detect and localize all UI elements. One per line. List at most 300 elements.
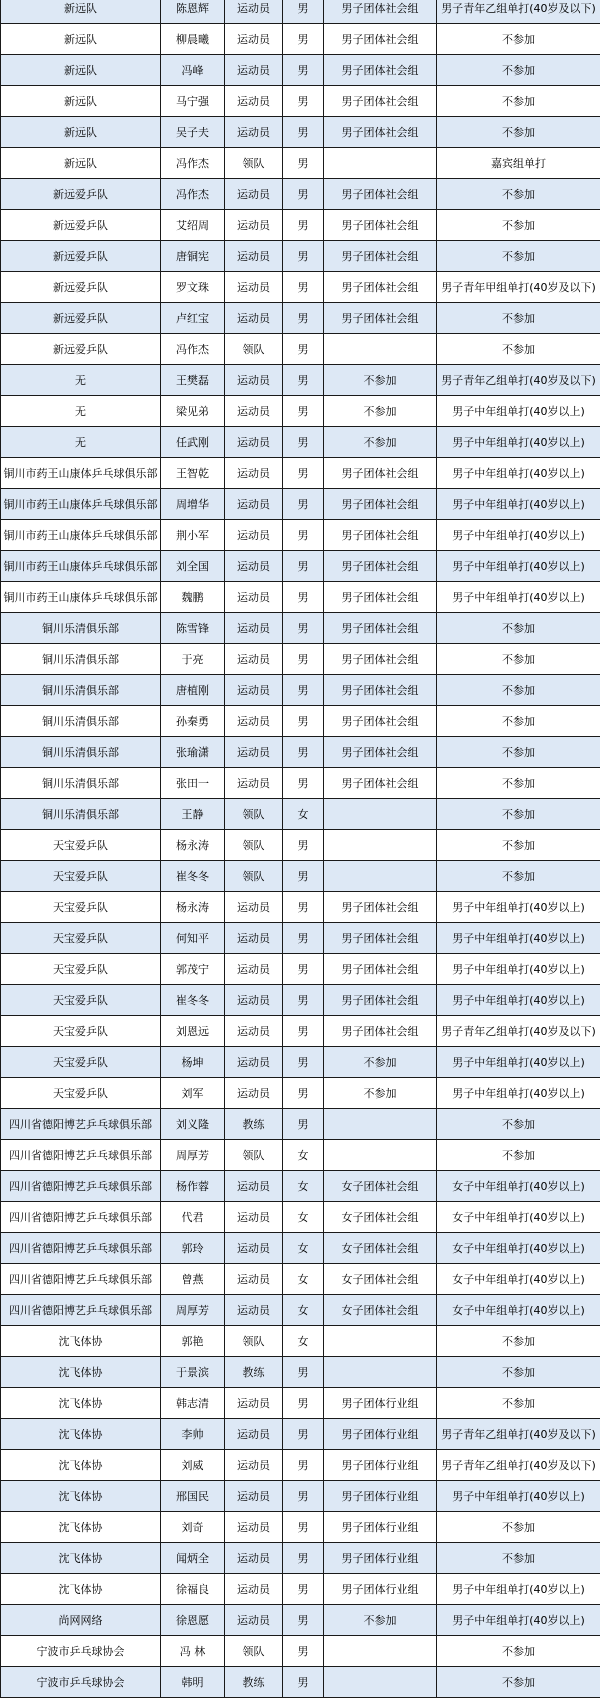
name-cell: 于景滨: [161, 1357, 225, 1388]
gender-cell: 男: [283, 458, 324, 489]
singles-event-cell: 嘉宾组单打: [437, 148, 600, 179]
name-cell: 荆小军: [161, 520, 225, 551]
name-cell: 卢红宝: [161, 303, 225, 334]
name-cell: 张田一: [161, 768, 225, 799]
singles-event-cell: 男子中年组单打(40岁以上): [437, 458, 600, 489]
gender-cell: 男: [283, 1016, 324, 1047]
singles-event-cell: 男子中年组单打(40岁以上): [437, 985, 600, 1016]
gender-cell: 男: [283, 520, 324, 551]
name-cell: 王智乾: [161, 458, 225, 489]
role-cell: 运动员: [225, 1574, 283, 1605]
name-cell: 罗文珠: [161, 272, 225, 303]
gender-cell: 男: [283, 241, 324, 272]
gender-cell: 男: [283, 737, 324, 768]
singles-event-cell: 男子中年组单打(40岁以上): [437, 1047, 600, 1078]
role-cell: 运动员: [225, 1047, 283, 1078]
gender-cell: 男: [283, 0, 324, 24]
team-cell: 四川省德阳博艺乒乓球俱乐部: [1, 1264, 161, 1295]
team-cell: 四川省德阳博艺乒乓球俱乐部: [1, 1202, 161, 1233]
name-cell: 杨永涛: [161, 830, 225, 861]
name-cell: 冯峰: [161, 55, 225, 86]
team-cell: 沈飞体协: [1, 1543, 161, 1574]
team-cell: 天宝爱乒队: [1, 1047, 161, 1078]
gender-cell: 男: [283, 489, 324, 520]
team-event-cell: 男子团体社会组: [324, 86, 437, 117]
table-row: [1, 1109, 600, 1140]
singles-event-cell: 不参加: [437, 334, 600, 365]
singles-event-cell: 不参加: [437, 179, 600, 210]
singles-event-cell: 不参加: [437, 706, 600, 737]
team-cell: 新远队: [1, 148, 161, 179]
name-cell: 周厚芳: [161, 1295, 225, 1326]
team-cell: 新远爱乒队: [1, 179, 161, 210]
team-cell: 宁波市乒乓球协会: [1, 1636, 161, 1667]
singles-event-cell: 男子中年组单打(40岁以上): [437, 489, 600, 520]
singles-event-cell: 男子中年组单打(40岁以上): [437, 892, 600, 923]
name-cell: 唐植刚: [161, 675, 225, 706]
team-cell: 尚网网络: [1, 1605, 161, 1636]
role-cell: 领队: [225, 1140, 283, 1171]
singles-event-cell: 不参加: [437, 1357, 600, 1388]
team-cell: 铜川市药王山康体乒乓球俱乐部: [1, 458, 161, 489]
team-event-cell: [324, 830, 437, 861]
singles-event-cell: 不参加: [437, 644, 600, 675]
gender-cell: 男: [283, 768, 324, 799]
team-cell: 新远爱乒队: [1, 272, 161, 303]
gender-cell: 男: [283, 1574, 324, 1605]
gender-cell: 男: [283, 427, 324, 458]
table-row: [1, 0, 600, 24]
table-row: [1, 737, 600, 768]
table-row: [1, 1078, 600, 1109]
singles-event-cell: 不参加: [437, 117, 600, 148]
role-cell: 运动员: [225, 706, 283, 737]
team-event-cell: 男子团体社会组: [324, 179, 437, 210]
gender-cell: 男: [283, 1357, 324, 1388]
role-cell: 运动员: [225, 1233, 283, 1264]
table-row: [1, 1171, 600, 1202]
gender-cell: 男: [283, 24, 324, 55]
name-cell: 于亮: [161, 644, 225, 675]
team-cell: 铜川市药王山康体乒乓球俱乐部: [1, 520, 161, 551]
team-cell: 天宝爱乒队: [1, 1016, 161, 1047]
singles-event-cell: 不参加: [437, 861, 600, 892]
table-row: [1, 1388, 600, 1419]
gender-cell: 男: [283, 985, 324, 1016]
team-cell: 天宝爱乒队: [1, 1078, 161, 1109]
gender-cell: 男: [283, 954, 324, 985]
team-event-cell: 男子团体社会组: [324, 551, 437, 582]
table-row: [1, 1295, 600, 1326]
team-event-cell: 男子团体社会组: [324, 768, 437, 799]
role-cell: 运动员: [225, 1016, 283, 1047]
name-cell: 郭艳: [161, 1326, 225, 1357]
role-cell: 运动员: [225, 644, 283, 675]
team-cell: 铜川市药王山康体乒乓球俱乐部: [1, 551, 161, 582]
table-row: [1, 1667, 600, 1698]
team-event-cell: 不参加: [324, 1605, 437, 1636]
name-cell: 魏鹏: [161, 582, 225, 613]
team-event-cell: 男子团体社会组: [324, 582, 437, 613]
gender-cell: 男: [283, 1543, 324, 1574]
team-event-cell: 男子团体社会组: [324, 303, 437, 334]
team-cell: 新远队: [1, 0, 161, 24]
team-cell: 铜川乐清俱乐部: [1, 613, 161, 644]
table-row: [1, 1047, 600, 1078]
gender-cell: 男: [283, 892, 324, 923]
singles-event-cell: 男子中年组单打(40岁以上): [437, 396, 600, 427]
name-cell: 陈雪锋: [161, 613, 225, 644]
table-row: [1, 1481, 600, 1512]
table-row: [1, 241, 600, 272]
role-cell: 运动员: [225, 1512, 283, 1543]
table-row: [1, 86, 600, 117]
name-cell: 梁见弟: [161, 396, 225, 427]
gender-cell: 男: [283, 644, 324, 675]
singles-event-cell: 不参加: [437, 241, 600, 272]
team-event-cell: [324, 1636, 437, 1667]
table-row: [1, 458, 600, 489]
table-row: [1, 365, 600, 396]
team-event-cell: 男子团体行业组: [324, 1512, 437, 1543]
table-row: [1, 179, 600, 210]
gender-cell: 男: [283, 1481, 324, 1512]
table-row: [1, 117, 600, 148]
team-event-cell: [324, 799, 437, 830]
name-cell: 郭玲: [161, 1233, 225, 1264]
team-cell: 铜川乐清俱乐部: [1, 768, 161, 799]
role-cell: 运动员: [225, 1202, 283, 1233]
role-cell: 领队: [225, 861, 283, 892]
team-cell: 铜川乐清俱乐部: [1, 706, 161, 737]
name-cell: 刘全国: [161, 551, 225, 582]
table-row: [1, 1140, 600, 1171]
singles-event-cell: 男子中年组单打(40岁以上): [437, 1078, 600, 1109]
team-cell: 沈飞体协: [1, 1419, 161, 1450]
role-cell: 领队: [225, 148, 283, 179]
gender-cell: 女: [283, 1202, 324, 1233]
team-cell: 天宝爱乒队: [1, 954, 161, 985]
role-cell: 运动员: [225, 427, 283, 458]
singles-event-cell: 不参加: [437, 768, 600, 799]
team-event-cell: 男子团体社会组: [324, 272, 437, 303]
role-cell: 教练: [225, 1667, 283, 1698]
gender-cell: 男: [283, 830, 324, 861]
table-row: [1, 303, 600, 334]
gender-cell: 男: [283, 396, 324, 427]
role-cell: 运动员: [225, 1078, 283, 1109]
team-event-cell: 男子团体社会组: [324, 1016, 437, 1047]
team-event-cell: 男子团体行业组: [324, 1388, 437, 1419]
table-body: [1, 0, 600, 1698]
team-cell: 沈飞体协: [1, 1326, 161, 1357]
team-event-cell: 男子团体社会组: [324, 210, 437, 241]
gender-cell: 女: [283, 1171, 324, 1202]
team-event-cell: 男子团体社会组: [324, 644, 437, 675]
team-event-cell: 男子团体社会组: [324, 985, 437, 1016]
gender-cell: 男: [283, 551, 324, 582]
gender-cell: 男: [283, 148, 324, 179]
singles-event-cell: 不参加: [437, 613, 600, 644]
singles-event-cell: 男子青年乙组单打(40岁及以下): [437, 1016, 600, 1047]
name-cell: 任武刚: [161, 427, 225, 458]
gender-cell: 女: [283, 1295, 324, 1326]
name-cell: 刘威: [161, 1450, 225, 1481]
singles-event-cell: 女子中年组单打(40岁以上): [437, 1264, 600, 1295]
gender-cell: 男: [283, 86, 324, 117]
role-cell: 运动员: [225, 1543, 283, 1574]
team-event-cell: 女子团体社会组: [324, 1295, 437, 1326]
role-cell: 运动员: [225, 365, 283, 396]
team-event-cell: 男子团体社会组: [324, 892, 437, 923]
gender-cell: 女: [283, 1140, 324, 1171]
team-cell: 铜川市药王山康体乒乓球俱乐部: [1, 582, 161, 613]
table-row: [1, 613, 600, 644]
team-event-cell: 男子团体社会组: [324, 458, 437, 489]
singles-event-cell: 男子中年组单打(40岁以上): [437, 923, 600, 954]
team-event-cell: 男子团体行业组: [324, 1450, 437, 1481]
role-cell: 运动员: [225, 613, 283, 644]
table-row: [1, 551, 600, 582]
table-row: [1, 24, 600, 55]
gender-cell: 男: [283, 1667, 324, 1698]
singles-event-cell: 不参加: [437, 830, 600, 861]
singles-event-cell: 不参加: [437, 737, 600, 768]
singles-event-cell: 不参加: [437, 1512, 600, 1543]
gender-cell: 男: [283, 1636, 324, 1667]
team-cell: 沈飞体协: [1, 1450, 161, 1481]
gender-cell: 男: [283, 1109, 324, 1140]
singles-event-cell: 不参加: [437, 1326, 600, 1357]
name-cell: 崔冬冬: [161, 861, 225, 892]
singles-event-cell: 不参加: [437, 1636, 600, 1667]
table-row: [1, 148, 600, 179]
table-row: [1, 644, 600, 675]
team-event-cell: 女子团体社会组: [324, 1264, 437, 1295]
singles-event-cell: 男子中年组单打(40岁以上): [437, 1481, 600, 1512]
name-cell: 吴子夫: [161, 117, 225, 148]
gender-cell: 男: [283, 1419, 324, 1450]
singles-event-cell: 男子中年组单打(40岁以上): [437, 1605, 600, 1636]
name-cell: 王樊磊: [161, 365, 225, 396]
gender-cell: 男: [283, 1512, 324, 1543]
team-event-cell: [324, 1357, 437, 1388]
table-row: [1, 892, 600, 923]
gender-cell: 女: [283, 1233, 324, 1264]
team-event-cell: 女子团体社会组: [324, 1171, 437, 1202]
gender-cell: 男: [283, 1047, 324, 1078]
role-cell: 运动员: [225, 179, 283, 210]
team-cell: 无: [1, 427, 161, 458]
team-cell: 新远爱乒队: [1, 210, 161, 241]
table-row: [1, 1419, 600, 1450]
table-row: [1, 706, 600, 737]
singles-event-cell: 男子青年乙组单打(40岁及以下): [437, 1419, 600, 1450]
gender-cell: 男: [283, 210, 324, 241]
role-cell: 教练: [225, 1357, 283, 1388]
role-cell: 运动员: [225, 985, 283, 1016]
gender-cell: 女: [283, 1326, 324, 1357]
role-cell: 运动员: [225, 1605, 283, 1636]
singles-event-cell: 男子青年乙组单打(40岁及以下): [437, 0, 600, 24]
role-cell: 运动员: [225, 241, 283, 272]
team-cell: 铜川乐清俱乐部: [1, 675, 161, 706]
role-cell: 运动员: [225, 737, 283, 768]
team-event-cell: 不参加: [324, 427, 437, 458]
name-cell: 何知平: [161, 923, 225, 954]
singles-event-cell: 男子青年乙组单打(40岁及以下): [437, 1450, 600, 1481]
singles-event-cell: 不参加: [437, 675, 600, 706]
gender-cell: 男: [283, 303, 324, 334]
team-cell: 新远队: [1, 117, 161, 148]
team-cell: 沈飞体协: [1, 1388, 161, 1419]
singles-event-cell: 男子中年组单打(40岁以上): [437, 582, 600, 613]
name-cell: 孙秦勇: [161, 706, 225, 737]
team-event-cell: 男子团体社会组: [324, 520, 437, 551]
role-cell: 领队: [225, 1636, 283, 1667]
role-cell: 运动员: [225, 1450, 283, 1481]
team-cell: 天宝爱乒队: [1, 861, 161, 892]
team-event-cell: 男子团体行业组: [324, 1543, 437, 1574]
table-row: [1, 1202, 600, 1233]
gender-cell: 男: [283, 706, 324, 737]
name-cell: 代君: [161, 1202, 225, 1233]
gender-cell: 女: [283, 799, 324, 830]
table-row: [1, 427, 600, 458]
name-cell: 王静: [161, 799, 225, 830]
team-event-cell: 男子团体社会组: [324, 923, 437, 954]
singles-event-cell: 男子中年组单打(40岁以上): [437, 954, 600, 985]
singles-event-cell: 不参加: [437, 1140, 600, 1171]
team-cell: 四川省德阳博艺乒乓球俱乐部: [1, 1109, 161, 1140]
team-event-cell: 男子团体社会组: [324, 737, 437, 768]
name-cell: 杨坤: [161, 1047, 225, 1078]
team-event-cell: 不参加: [324, 1078, 437, 1109]
table-row: [1, 520, 600, 551]
singles-event-cell: 不参加: [437, 303, 600, 334]
gender-cell: 男: [283, 675, 324, 706]
name-cell: 冯作杰: [161, 179, 225, 210]
role-cell: 领队: [225, 830, 283, 861]
team-event-cell: [324, 1109, 437, 1140]
table-row: [1, 985, 600, 1016]
team-event-cell: 不参加: [324, 365, 437, 396]
team-cell: 四川省德阳博艺乒乓球俱乐部: [1, 1171, 161, 1202]
gender-cell: 男: [283, 117, 324, 148]
gender-cell: 男: [283, 923, 324, 954]
singles-event-cell: 不参加: [437, 210, 600, 241]
team-cell: 无: [1, 365, 161, 396]
table-row: [1, 1326, 600, 1357]
team-event-cell: 男子团体行业组: [324, 1574, 437, 1605]
role-cell: 运动员: [225, 954, 283, 985]
team-event-cell: [324, 1326, 437, 1357]
name-cell: 闻炳全: [161, 1543, 225, 1574]
gender-cell: 男: [283, 365, 324, 396]
name-cell: 曾燕: [161, 1264, 225, 1295]
name-cell: 徐福良: [161, 1574, 225, 1605]
singles-event-cell: 男子中年组单打(40岁以上): [437, 520, 600, 551]
gender-cell: 男: [283, 613, 324, 644]
role-cell: 运动员: [225, 551, 283, 582]
role-cell: 运动员: [225, 1295, 283, 1326]
team-event-cell: [324, 334, 437, 365]
table-row: [1, 210, 600, 241]
table-row: [1, 675, 600, 706]
name-cell: 刘军: [161, 1078, 225, 1109]
table-row: [1, 1543, 600, 1574]
role-cell: 运动员: [225, 117, 283, 148]
team-cell: 新远队: [1, 86, 161, 117]
name-cell: 韩志清: [161, 1388, 225, 1419]
table-row: [1, 272, 600, 303]
role-cell: 运动员: [225, 272, 283, 303]
team-cell: 四川省德阳博艺乒乓球俱乐部: [1, 1140, 161, 1171]
singles-event-cell: 不参加: [437, 24, 600, 55]
role-cell: 领队: [225, 334, 283, 365]
table-row: [1, 768, 600, 799]
singles-event-cell: 不参加: [437, 1388, 600, 1419]
team-event-cell: [324, 861, 437, 892]
role-cell: 运动员: [225, 303, 283, 334]
singles-event-cell: 男子中年组单打(40岁以上): [437, 551, 600, 582]
role-cell: 运动员: [225, 768, 283, 799]
team-cell: 新远队: [1, 55, 161, 86]
role-cell: 运动员: [225, 1171, 283, 1202]
table-row: [1, 1016, 600, 1047]
team-event-cell: 女子团体社会组: [324, 1202, 437, 1233]
singles-event-cell: 男子中年组单打(40岁以上): [437, 427, 600, 458]
table-row: [1, 923, 600, 954]
name-cell: 郭茂宁: [161, 954, 225, 985]
gender-cell: 男: [283, 861, 324, 892]
table-row: [1, 334, 600, 365]
table-row: [1, 954, 600, 985]
name-cell: 冯 林: [161, 1636, 225, 1667]
gender-cell: 男: [283, 55, 324, 86]
singles-event-cell: 男子青年乙组单打(40岁及以下): [437, 365, 600, 396]
singles-event-cell: 女子中年组单打(40岁以上): [437, 1233, 600, 1264]
table-row: [1, 799, 600, 830]
team-event-cell: 男子团体社会组: [324, 675, 437, 706]
name-cell: 韩明: [161, 1667, 225, 1698]
name-cell: 张瑜潇: [161, 737, 225, 768]
team-event-cell: 男子团体社会组: [324, 613, 437, 644]
team-cell: 宁波市乒乓球协会: [1, 1667, 161, 1698]
team-event-cell: 女子团体社会组: [324, 1233, 437, 1264]
gender-cell: 男: [283, 179, 324, 210]
gender-cell: 男: [283, 1450, 324, 1481]
singles-event-cell: 不参加: [437, 1667, 600, 1698]
name-cell: 艾绍周: [161, 210, 225, 241]
role-cell: 运动员: [225, 1388, 283, 1419]
role-cell: 运动员: [225, 1481, 283, 1512]
team-cell: 天宝爱乒队: [1, 892, 161, 923]
team-cell: 沈飞体协: [1, 1574, 161, 1605]
singles-event-cell: 不参加: [437, 1543, 600, 1574]
role-cell: 运动员: [225, 396, 283, 427]
team-cell: 无: [1, 396, 161, 427]
role-cell: 运动员: [225, 489, 283, 520]
table-row: [1, 830, 600, 861]
table-row: [1, 1357, 600, 1388]
table-row: [1, 582, 600, 613]
role-cell: 领队: [225, 799, 283, 830]
team-event-cell: [324, 1667, 437, 1698]
team-cell: 天宝爱乒队: [1, 985, 161, 1016]
role-cell: 运动员: [225, 1419, 283, 1450]
name-cell: 柳晨曦: [161, 24, 225, 55]
